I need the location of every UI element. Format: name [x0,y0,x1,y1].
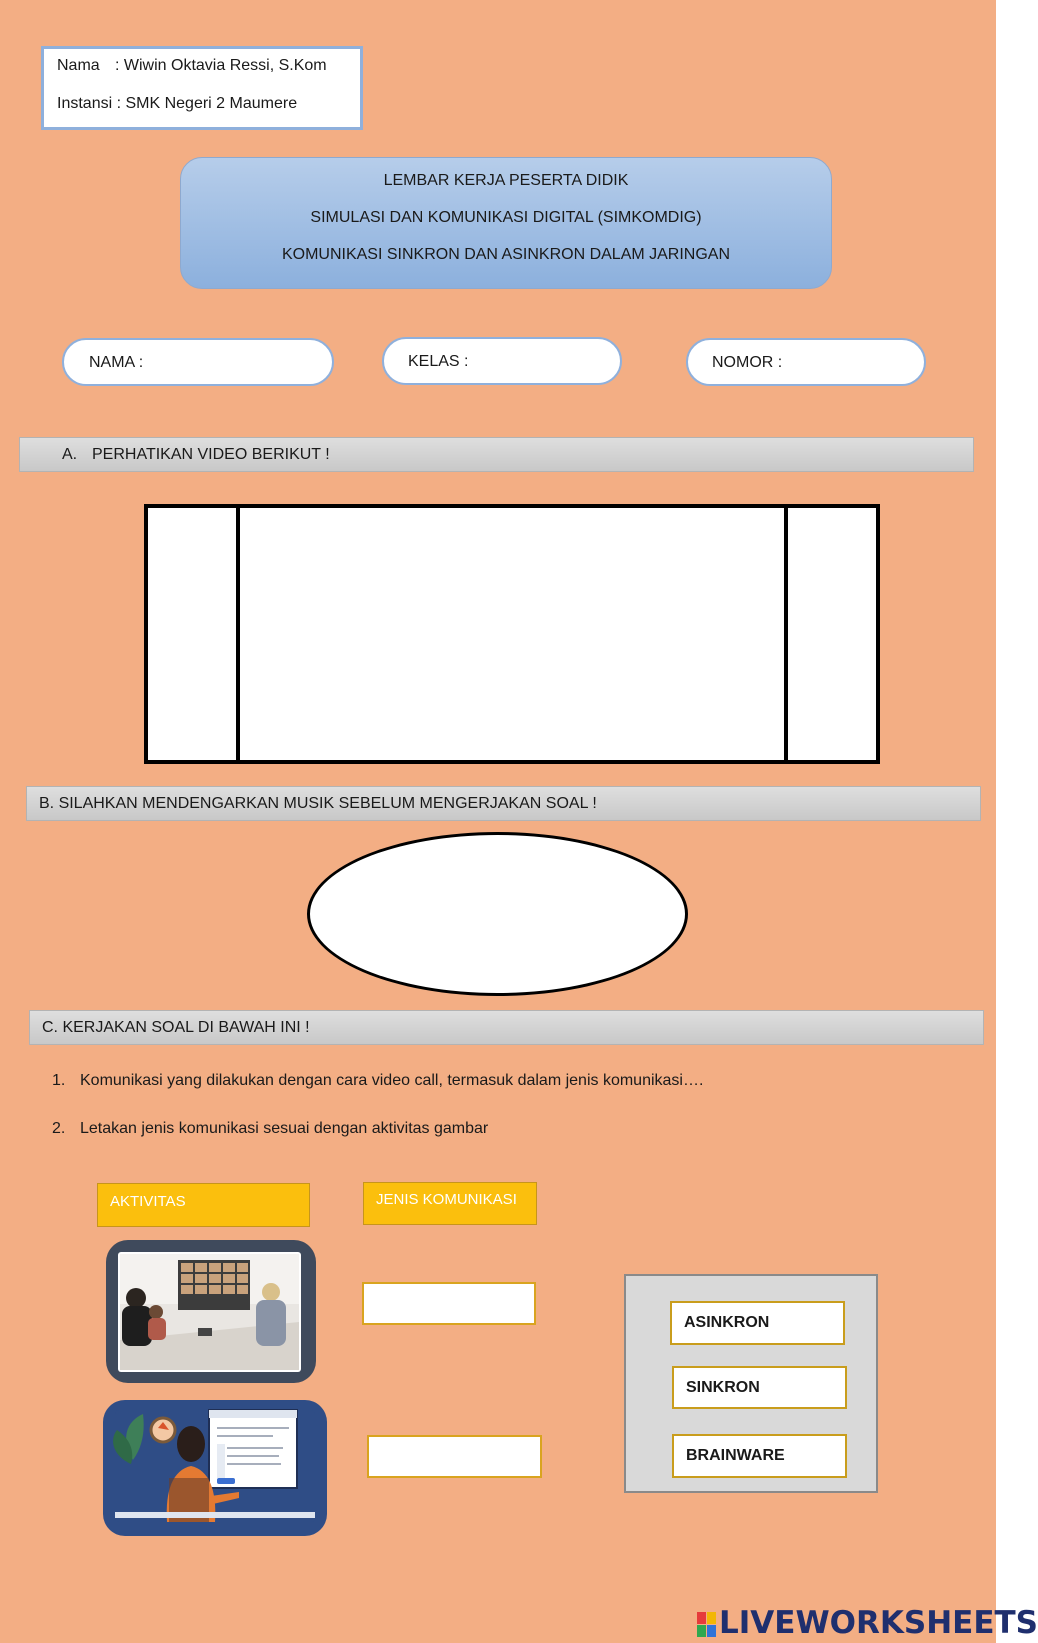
email-illustration [103,1400,327,1536]
student-class-field[interactable] [382,337,622,385]
video-player[interactable] [144,504,880,764]
section-a-title: PERHATIKAN VIDEO BERIKUT ! [92,446,330,463]
liveworksheets-logo-text: LIVEWORKSHEETS [719,1605,1038,1641]
author-name-label: Nama [57,57,100,74]
author-institution-label: Instansi [57,95,113,112]
option-sinkron-label: SINKRON [686,1379,760,1396]
section-c-title: C. KERJAKAN SOAL DI BAWAH INI ! [42,1019,310,1036]
student-class-label: KELAS : [408,353,469,370]
title-line-2: SIMULASI DAN KOMUNIKASI DIGITAL (SIMKOMDIG) [310,209,702,226]
activity-header [97,1183,310,1227]
answer-drop-box-2[interactable] [367,1435,542,1478]
title-line-3: KOMUNIKASI SINKRON DAN ASINKRON DALAM JARINGAN [281,246,731,263]
student-name-field[interactable] [62,338,334,386]
activity-image-email [103,1400,327,1536]
section-a-header [19,437,974,472]
option-brainware-label: BRAINWARE [686,1447,785,1464]
author-name-value: : Wiwin Oktavia Ressi, S.Kom [115,57,327,74]
section-a-number: A. [62,446,78,463]
worksheet-title-box [180,157,832,289]
author-info-box [41,46,363,130]
question-1-text: Komunikasi yang dilakukan dengan cara video call, termasuk dalam jenis komunikasi…. [80,1072,704,1089]
activity-image-video-meeting [106,1240,316,1383]
student-number-field[interactable] [686,338,926,386]
section-b-title: B. SILAHKAN MENDENGARKAN MUSIK SEBELUM MENGERJAKAN SOAL ! [39,795,597,812]
option-asinkron[interactable] [670,1301,845,1345]
question-2 [52,1120,852,1142]
liveworksheets-blocks-icon [697,1612,717,1638]
activity-header-label: AKTIVITAS [110,1193,186,1210]
question-2-number: 2. [52,1120,66,1137]
section-b-header [26,786,981,821]
video-divider-left [236,508,240,760]
communication-type-header [363,1182,537,1225]
question-1-number: 1. [52,1072,66,1089]
option-asinkron-label: ASINKRON [684,1314,770,1331]
question-1 [52,1072,852,1094]
question-2-text: Letakan jenis komunikasi sesuai dengan aktivitas gambar [80,1120,489,1137]
student-number-label: NOMOR : [712,354,783,371]
student-name-label: NAMA : [89,354,144,371]
option-sinkron[interactable] [672,1366,847,1409]
music-player[interactable] [307,832,688,996]
communication-type-header-label: JENIS KOMUNIKASI [376,1191,517,1208]
title-line-1: LEMBAR KERJA PESERTA DIDIK [383,172,629,189]
answer-drop-box-1[interactable] [362,1282,536,1325]
liveworksheets-logo [697,1605,1038,1641]
option-brainware[interactable] [672,1434,847,1478]
author-institution-value: : SMK Negeri 2 Maumere [116,95,298,112]
video-divider-right [784,508,788,760]
section-c-header [29,1010,984,1045]
video-meeting-illustration [106,1240,316,1383]
